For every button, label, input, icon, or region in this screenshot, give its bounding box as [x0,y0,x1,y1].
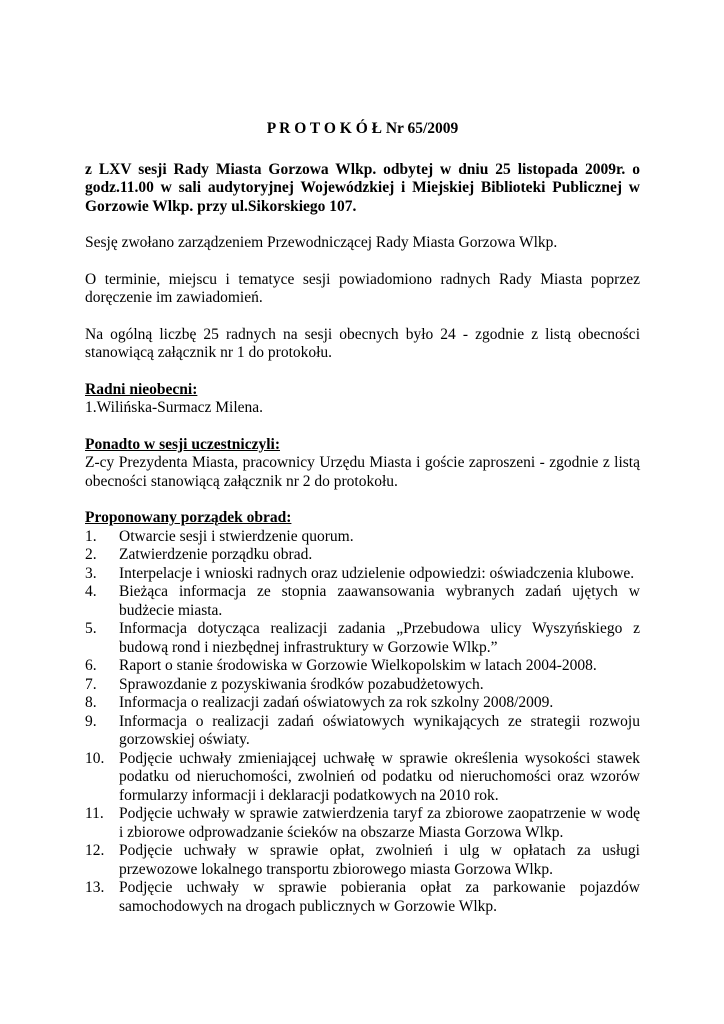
paragraph-notification: O terminie, miejscu i tematyce sesji powiadomiono radnych Rady Miasta poprzez doręczenie im zawiadomień. [85,270,640,306]
agenda-item [85,528,640,547]
agenda-item-text: Zatwierdzenie porządku obrad. [119,546,313,563]
agenda-heading: Proponowany porządek obrad: [85,509,292,526]
agenda-item-text: Podjęcie uchwały w sprawie opłat, zwolnień i ulg w opłatach za usługi przewozowe lokalnego transportu zbiorowego miasta Gorzowa Wlkp. [119,842,640,878]
agenda-item [85,713,640,750]
agenda-item-text: Raport o stanie środowiska w Gorzowie Wielkopolskim w latach 2004-2008. [119,657,597,674]
agenda-item-number: 3. [85,564,97,582]
paragraph-attendance: Na ogólną liczbę 25 radnych na sesji obecnych było 24 - zgodnie z listą obecności stanowiącą załącznik nr 1 do protokołu. [85,325,640,361]
agenda-item-text: Podjęcie uchwały zmieniającej uchwałę w sprawie określenia wysokości stawek podatku od nieruchomości, zwolnień od podatku od nieruchomości oraz wzorów formularzy informacji i deklaracji podatkowych na 2010 rok. [119,749,640,804]
agenda-item-text: Bieżąca informacja ze stopnia zaawansowania wybranych zadań ujętych w budżecie miasta. [119,583,640,619]
agenda-item [85,750,640,806]
agenda-item-number: 6. [85,657,97,674]
absent-heading: Radni nieobecni: [85,380,198,398]
agenda-item [85,842,640,879]
document-page [85,120,640,916]
agenda-item [85,805,640,842]
agenda-item-text: Podjęcie uchwały w sprawie zatwierdzenia taryf za zbiorowe zaopatrzenie w wodę i zbiorowe odprowadzanie ścieków na obszarze Miasta Gorzowa Wlkp. [119,805,640,841]
agenda-item-text: Informacja o realizacji zadań oświatowych wynikających ze strategii rozwoju gorzowskiej oświaty. [119,712,640,748]
agenda-item-number: 11. [85,805,104,822]
agenda-item [85,879,640,916]
agenda-item [85,565,640,584]
agenda-item-text: Informacja o realizacji zadań oświatowych za rok szkolny 2008/2009. [119,694,554,711]
paragraph-convened: Sesję zwołano zarządzeniem Przewodniczącej Rady Miasta Gorzowa Wlkp. [85,234,558,251]
agenda-item-number: 4. [85,583,97,600]
agenda-item-text: Sprawozdanie z pozyskiwania środków pozabudżetowych. [119,675,484,693]
session-intro: z LXV sesji Rady Miasta Gorzowa Wlkp. odbytej w dniu 25 listopada 2009r. o godz.11.00 w sali audytoryjnej Wojewódzkiej i Miejskiej Biblioteki Publicznej w Gorzowie Wlkp. przy ul.Sikorskiego 107. [85,160,640,215]
agenda-item-number: 9. [85,712,97,730]
agenda-item-text: Otwarcie sesji i stwierdzenie quorum. [119,527,354,545]
agenda-item-text: Informacja dotycząca realizacji zadania „Przebudowa ulicy Wyszyńskiego z budową rond i niezbędnej infrastruktury w Gorzowie Wlkp.” [119,620,640,656]
participants-heading: Ponadto w sesji uczestniczyli: [85,435,281,453]
agenda-item-number: 12. [85,842,105,859]
document-title: P R O T O K Ó Ł Nr 65/2009 [266,120,459,137]
agenda-item-number: 8. [85,694,97,711]
agenda-item-text: Interpelacje i wnioski radnych oraz udzielenie odpowiedzi: oświadczenia klubowe. [119,564,635,582]
agenda-item-number: 13. [85,879,105,896]
agenda-item-number: 1. [85,527,97,545]
agenda-item-number: 5. [85,620,97,637]
agenda-item [85,657,640,676]
agenda-list [85,528,640,917]
participants-text: Z-cy Prezydenta Miasta, pracownicy Urzędu Miasta i goście zaproszeni - zgodnie z listą obecności stanowiącą załącznik nr 2 do protokołu. [85,454,640,490]
agenda-item-number: 7. [85,675,97,693]
agenda-item [85,694,640,713]
agenda-item-number: 2. [85,546,97,563]
absent-text: 1.Wilińska-Surmacz Milena. [85,399,264,416]
agenda-item [85,676,640,695]
agenda-item-number: 10. [85,749,105,767]
agenda-item [85,583,640,620]
agenda-item [85,620,640,657]
agenda-item-text: Podjęcie uchwały w sprawie pobierania opłat za parkowanie pojazdów samochodowych na drogach publicznych w Gorzowie Wlkp. [119,879,640,915]
agenda-item [85,546,640,565]
